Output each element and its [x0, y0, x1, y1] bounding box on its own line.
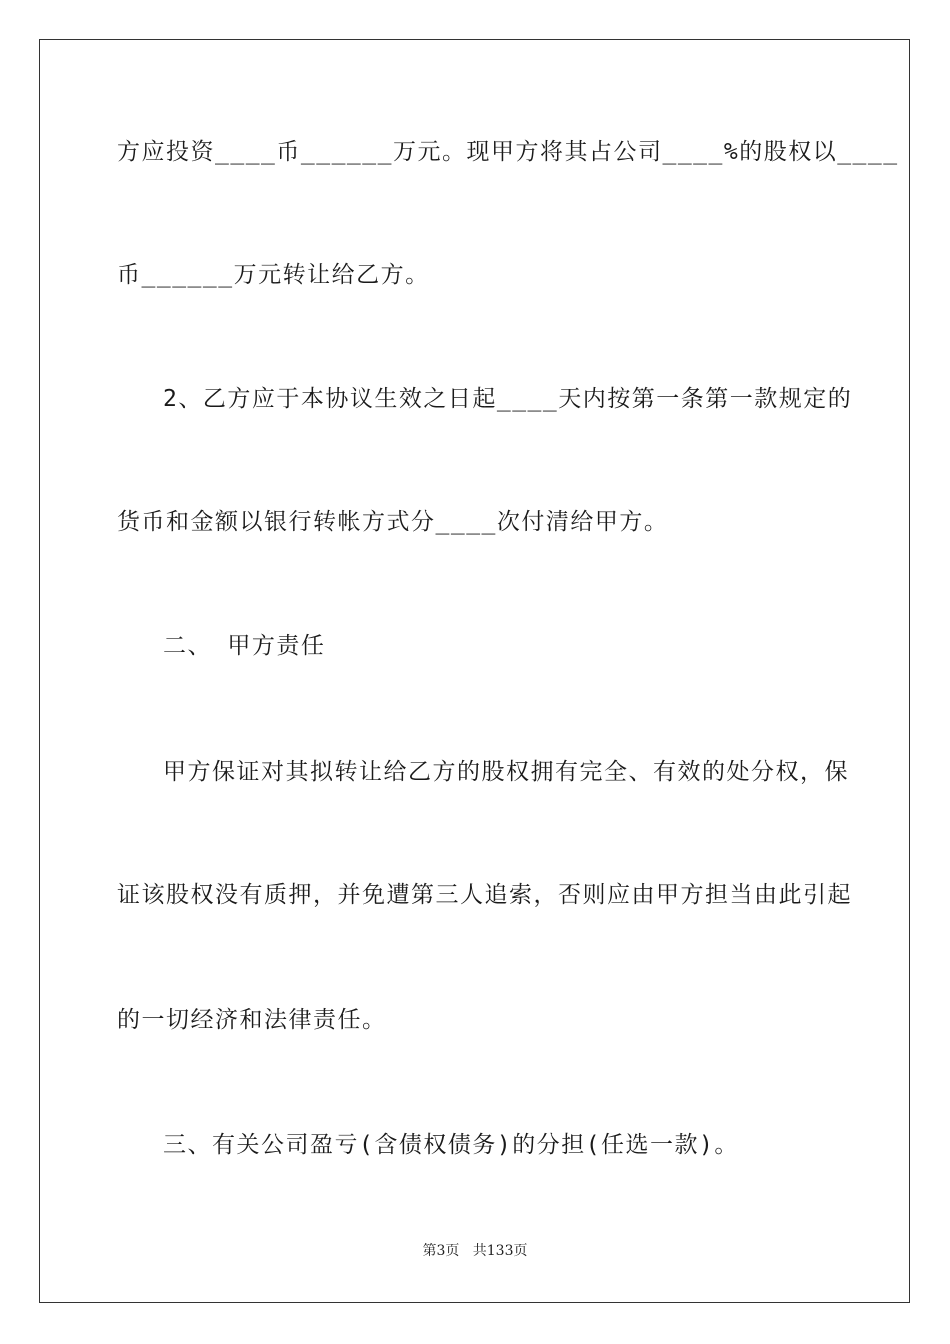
paragraph-line-7: 证该股权没有质押，并免遭第三人追索，否则应由甲方担当由此引起 — [117, 882, 852, 908]
paragraph-line-6: 甲方保证对其拟转让给乙方的股权拥有完全、有效的处分权，保 — [163, 759, 849, 785]
page-number: 第3页 — [422, 1243, 460, 1259]
paragraph-line-3: 2、乙方应于本协议生效之日起____天内按第一条第一款规定的 — [163, 386, 853, 412]
paragraph-line-4: 货币和金额以银行转帐方式分____次付清给甲方。 — [117, 509, 669, 535]
section-heading-party-a-duties: 二、 甲方责任 — [163, 633, 326, 659]
page-border — [39, 39, 910, 1303]
page-footer — [0, 1242, 950, 1260]
total-pages: 共133页 — [472, 1243, 528, 1259]
paragraph-line-2: 币______万元转让给乙方。 — [117, 262, 430, 288]
paragraph-line-8: 的一切经济和法律责任。 — [117, 1007, 387, 1033]
paragraph-line-1: 方应投资____币______万元。现甲方将其占公司____%的股权以____ — [117, 139, 899, 165]
section-heading-profit-loss: 三、有关公司盈亏(含债权债务)的分担(任选一款)。 — [163, 1132, 739, 1158]
